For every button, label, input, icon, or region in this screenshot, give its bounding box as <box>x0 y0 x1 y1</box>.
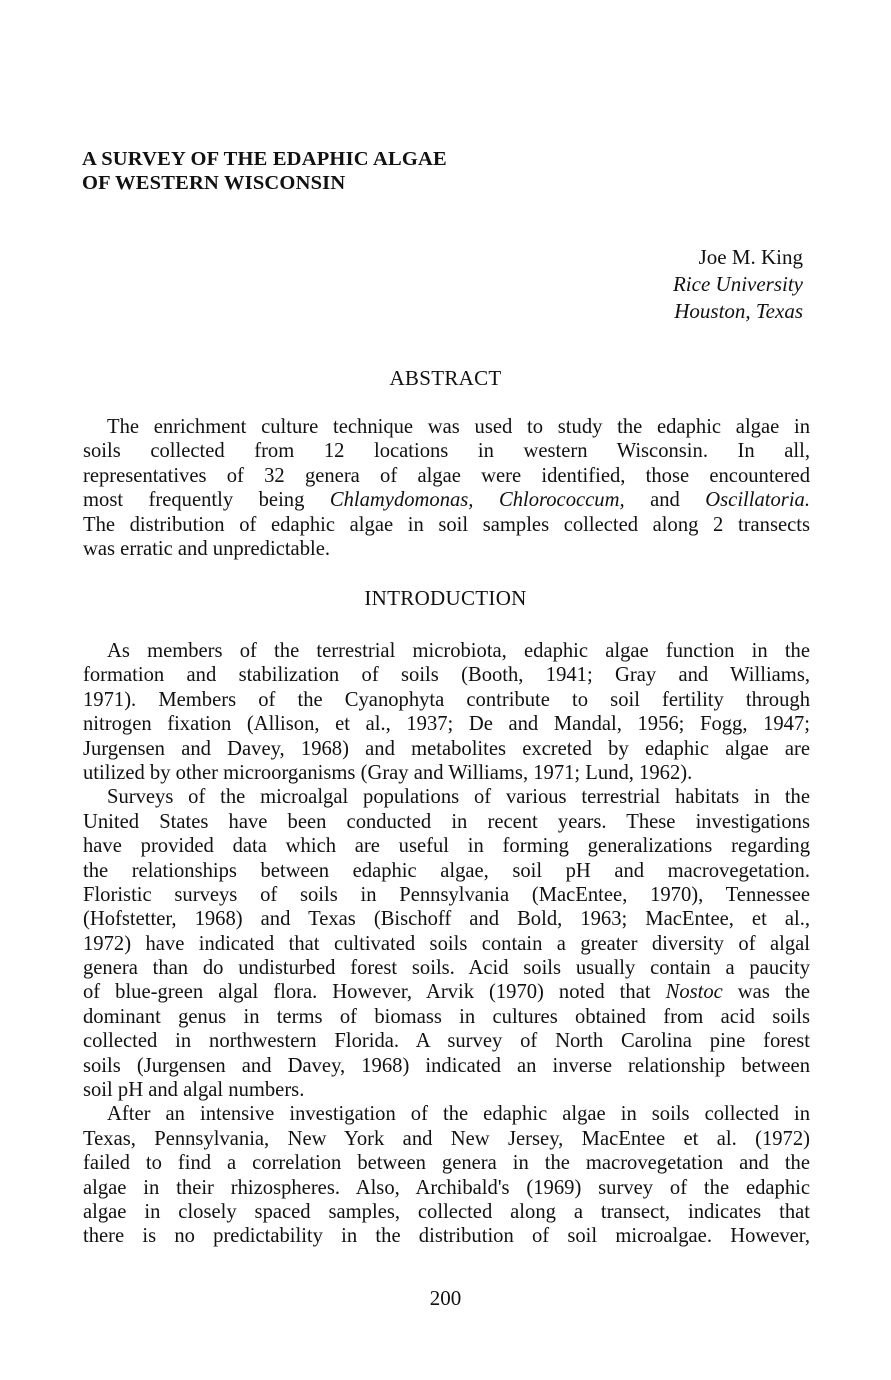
intro-line: 1972) have indicated that cultivated soils contain a greater diversity of algal <box>83 932 810 955</box>
intro-line: failed to find a correlation between genera in the macrovegetation and the <box>83 1152 810 1175</box>
author-location: Houston, Texas <box>674 299 803 323</box>
intro-line: Texas, Pennsylvania, New York and New Jersey, MacEntee et al. (1972) <box>83 1127 810 1150</box>
abstract-line: representatives of 32 genera of algae were identified, those encountered <box>83 464 810 487</box>
genus-oscillatoria: Oscillatoria. <box>705 489 810 512</box>
abstract-line: soils collected from 12 locations in western Wisconsin. In all, <box>83 440 810 463</box>
abstract-line: The enrichment culture technique was used to study the edaphic algae in <box>107 416 810 438</box>
intro-line-tail: was the <box>722 981 811 1004</box>
intro-line: nitrogen fixation (Allison, et al., 1937; De and Mandal, 1956; Fogg, 1947; <box>83 713 810 736</box>
genus-chlorococcum: Chlorococcum, <box>498 489 625 512</box>
intro-line <box>83 980 810 1004</box>
intro-line: algae in closely spaced samples, collected along a transect, indicates that <box>83 1200 810 1223</box>
author-affiliation: Rice University <box>672 272 803 296</box>
intro-line: (Hofstetter, 1968) and Texas (Bischoff and Bold, 1963; MacEntee, et al., <box>83 908 810 931</box>
intro-line: dominant genus in terms of biomass in cultures obtained from acid soils <box>83 1005 810 1028</box>
introduction-heading: INTRODUCTION <box>364 586 527 610</box>
abstract-line: The distribution of edaphic algae in soil samples collected along 2 transects <box>83 513 810 536</box>
author-name: Joe M. King <box>698 245 803 269</box>
intro-line: As members of the terrestrial microbiota, edaphic algae function in the <box>107 640 810 662</box>
intro-line: genera than do undisturbed forest soils. Acid soils usually contain a paucity <box>83 957 810 980</box>
intro-line: collected in northwestern Florida. A survey of North Carolina pine forest <box>83 1030 810 1053</box>
intro-paragraph-1 <box>83 639 810 1249</box>
intro-line: soils (Jurgensen and Davey, 1968) indicated an inverse relationship between <box>83 1054 810 1077</box>
abstract-and: and <box>650 489 680 512</box>
intro-line: Surveys of the microalgal populations of various terrestrial habitats in the <box>107 786 810 809</box>
genus-nostoc: Nostoc <box>665 981 723 1004</box>
author-block <box>673 244 803 325</box>
intro-line: United States have been conducted in recent years. These investigations <box>83 810 810 833</box>
intro-line: there is no predictability in the distribution of soil microalgae. However, <box>83 1225 810 1248</box>
paper-title <box>82 147 682 195</box>
abstract-line-text: most frequently being <box>83 489 330 512</box>
abstract-paragraph <box>83 415 810 561</box>
abstract-heading: ABSTRACT <box>389 366 502 390</box>
page-number: 200 <box>429 1286 462 1310</box>
intro-line: utilized by other microorganisms (Gray and Williams, 1971; Lund, 1962). <box>83 761 693 784</box>
abstract-line: was erratic and unpredictable. <box>83 537 331 560</box>
intro-line: have provided data which are useful in forming generalizations regarding <box>83 835 810 858</box>
genus-chlamydomonas: Chlamydomonas, <box>329 489 474 512</box>
intro-line: Jurgensen and Davey, 1968) and metabolites excreted by edaphic algae are <box>83 737 810 760</box>
intro-line: formation and stabilization of soils (Booth, 1941; Gray and Williams, <box>83 664 810 687</box>
intro-line: 1971). Members of the Cyanophyta contribute to soil fertility through <box>83 688 810 711</box>
abstract-line <box>83 488 810 512</box>
title-line-2: OF WESTERN WISCONSIN <box>82 172 346 194</box>
intro-line: soil pH and algal numbers. <box>83 1079 305 1102</box>
intro-line: algae in their rhizospheres. Also, Archibald's (1969) survey of the edaphic <box>83 1176 810 1199</box>
intro-line: Floristic surveys of soils in Pennsylvania (MacEntee, 1970), Tennessee <box>83 883 810 906</box>
intro-line: the relationships between edaphic algae, soil pH and macrovegetation. <box>83 859 810 882</box>
title-line-1: A SURVEY OF THE EDAPHIC ALGAE <box>82 148 447 170</box>
intro-line: After an intensive investigation of the edaphic algae in soils collected in <box>107 1103 810 1126</box>
intro-line-text: of blue-green algal flora. However, Arvik (1970) noted that <box>83 981 666 1004</box>
